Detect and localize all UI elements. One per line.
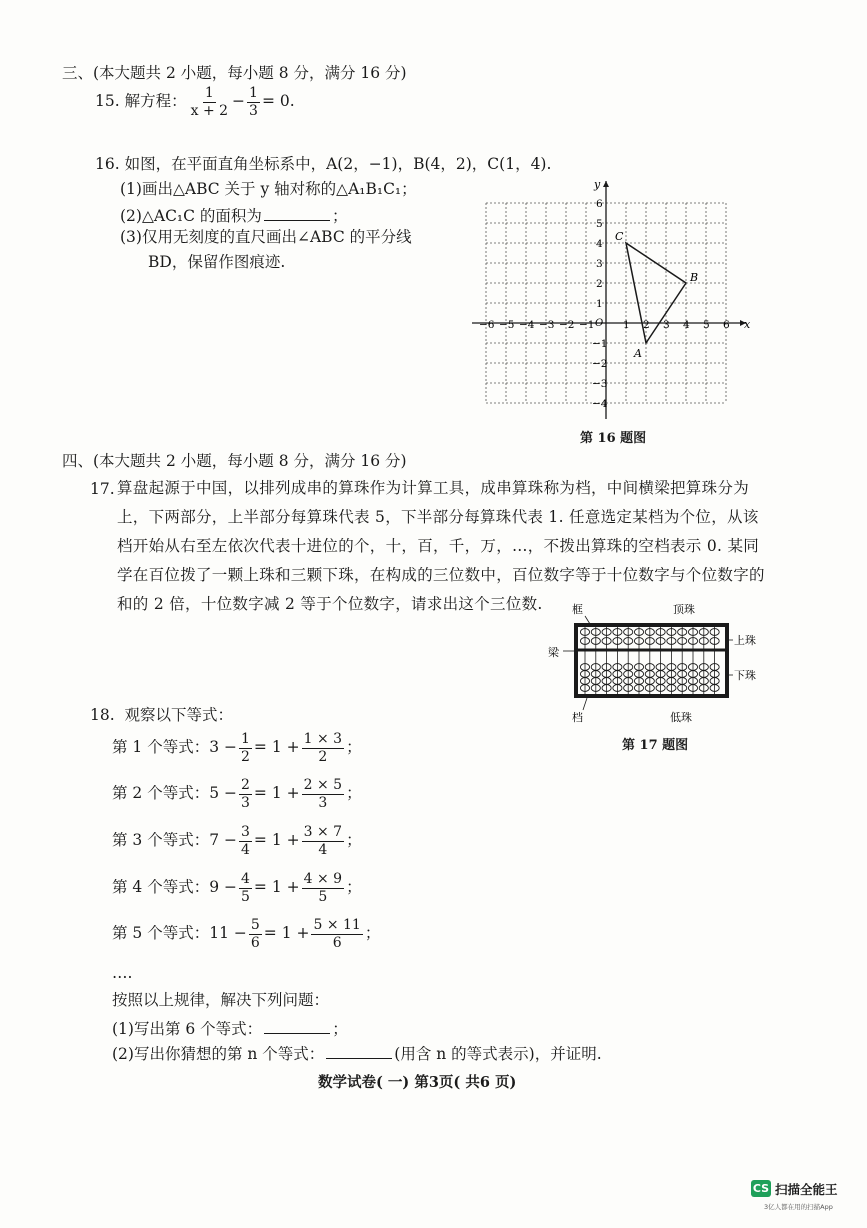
x-tick-label: 1 — [623, 319, 630, 331]
equation-mid: = 1 + — [253, 738, 300, 757]
q15-minus: − — [232, 92, 246, 111]
fraction-denominator: 3 — [249, 102, 258, 119]
fraction-denominator: 3 — [318, 794, 328, 811]
equation-fraction-left — [239, 778, 252, 810]
equation-end: ； — [364, 924, 381, 943]
fraction-denominator: 6 — [332, 934, 342, 951]
fraction-denominator: 3 — [241, 794, 250, 811]
y-tick-label: 5 — [596, 218, 603, 230]
x-tick-label: 2 — [643, 319, 650, 331]
section4-heading: 四、(本大题共 2 小题，每小题 8 分，满分 16 分) — [62, 452, 407, 470]
q18-intro-line — [90, 708, 233, 724]
equation-prefix: 第 3 个等式：7 − — [112, 831, 237, 850]
equation-fraction-right — [302, 872, 344, 904]
equation-prefix: 第 2 个等式：5 − — [112, 784, 237, 803]
x-tick-label: 3 — [663, 319, 670, 331]
equation-fraction-right — [302, 732, 344, 764]
q18-part2 — [112, 1044, 602, 1063]
point-label-c: C — [615, 230, 624, 243]
equation-end: ； — [346, 784, 362, 803]
x-tick-label: −6 — [479, 319, 495, 331]
fraction-numerator: 4 × 9 — [303, 871, 343, 887]
equation-prefix: 第 1 个等式：3 − — [112, 738, 237, 757]
q16-part2-end: ； — [331, 207, 348, 225]
origin-label: O — [595, 318, 604, 329]
fraction-numerator: 2 × 5 — [303, 777, 343, 793]
figure17-caption: 第 17 题图 — [622, 738, 689, 753]
fraction-numerator: 1 — [204, 85, 214, 101]
x-tick-label: 4 — [683, 319, 690, 331]
section3-heading: 三、(本大题共 2 小题，每小题 8 分，满分 16 分) — [62, 64, 407, 82]
q15-tail: = 0. — [261, 92, 295, 111]
q16-part2-text: (2)△AC₁C 的面积为 — [120, 207, 262, 225]
y-axis-arrow-icon — [603, 181, 609, 187]
page-footer: 数学试卷( 一) 第3页( 共6 页) — [318, 1074, 517, 1091]
q16-intro: 如图，在平面直角坐标系中，A(2，−1)，B(4，2)，C(1，4). — [124, 155, 552, 173]
abacus-label-lower: 下珠 — [734, 669, 756, 682]
equation-row — [112, 778, 362, 810]
equation-mid: = 1 + — [263, 924, 310, 943]
abacus-label-frame: 框 — [572, 603, 583, 616]
fraction-denominator: 4 — [318, 841, 328, 858]
q16-part3-cont: BD，保留作图痕迹. — [148, 253, 286, 271]
y-tick-label: 2 — [596, 278, 603, 290]
x-tick-label: −1 — [579, 319, 595, 331]
q18-instruction: 按照以上规律，解决下列问题： — [112, 991, 330, 1009]
scanner-app-name: 扫描全能王 — [775, 1182, 838, 1197]
fraction-denominator: 2 — [318, 748, 328, 765]
q16-intro-line — [95, 157, 551, 173]
fraction-numerator: 5 × 11 — [313, 917, 361, 933]
q18-intro: 观察以下等式： — [124, 706, 234, 724]
y-tick-label: 1 — [596, 298, 603, 310]
equation-mid: = 1 + — [253, 784, 300, 803]
x-tick-label: −4 — [519, 319, 535, 331]
q17-text: 算盘起源于中国，以排列成串的算珠作为计算工具，成串算珠称为档，中间横梁把算珠分为上，下两部分，上半部分每算珠代表 5，下半部分每算珠代表 1. 任意选定某档为个位，从该档开始从右至左依次代表十进位的个，十，百，千，万，…，不拨出算珠的空档表示 0. 某同学在百位拨了一颗上珠和三颗下珠，在构成的三位数中，百位数字等于十位数字与个位数字的和的 2 倍，十位数字减 2 等于个位数字，请求出这个三位数. — [117, 479, 765, 613]
tick-labels — [479, 178, 751, 410]
coordinate-grid-figure — [470, 175, 760, 420]
abacus-label-beam: 梁 — [548, 646, 559, 659]
point-label-a: A — [634, 347, 642, 360]
fraction-denominator: x + 2 — [190, 102, 229, 119]
equation-fraction-right — [311, 918, 362, 950]
q18-part2-text: (2)写出你猜想的第 n 个等式： — [112, 1045, 325, 1063]
scanner-app-tagline: 3亿人都在用的扫描App — [764, 1203, 833, 1211]
x-tick-label: −2 — [559, 319, 575, 331]
point-label-b: B — [690, 271, 699, 284]
equation-prefix: 第 4 个等式：9 − — [112, 878, 237, 897]
fraction-numerator: 1 — [241, 731, 250, 747]
equation-row — [112, 825, 362, 857]
fraction-denominator: 5 — [318, 888, 328, 905]
y-tick-label: 4 — [596, 238, 603, 250]
q18-part2-end: (用含 n 的等式表示)，并证明. — [394, 1045, 602, 1063]
y-tick-label: −1 — [592, 338, 608, 350]
fraction-numerator: 4 — [241, 871, 250, 887]
equation-fraction-left — [249, 918, 262, 950]
triangle-abc-edges — [626, 243, 686, 343]
equation-row — [112, 918, 380, 950]
fraction-denominator: 6 — [250, 934, 260, 951]
q16-part3: (3)仅用无刻度的直尺画出∠ABC 的平分线 — [120, 228, 412, 246]
x-tick-label: −3 — [539, 319, 555, 331]
equation-end: ； — [346, 831, 362, 850]
q18-part1 — [112, 1019, 348, 1038]
q16-number: 16. — [95, 155, 120, 173]
equation-fraction-left — [239, 825, 252, 857]
equation-fraction-left — [239, 872, 252, 904]
x-tick-label: −5 — [499, 319, 515, 331]
y-tick-label: −2 — [592, 358, 608, 370]
q18-part1-text: (1)写出第 6 个等式： — [112, 1020, 263, 1038]
x-tick-label: 5 — [703, 319, 710, 331]
answer-blank — [264, 206, 330, 221]
fraction-denominator: 5 — [241, 888, 250, 905]
fraction-numerator: 1 — [249, 85, 258, 101]
q15-number: 15. — [95, 92, 120, 111]
y-tick-label: 6 — [596, 198, 603, 210]
equation-end: ； — [346, 738, 362, 757]
answer-blank — [264, 1019, 330, 1034]
y-tick-label: 3 — [596, 258, 603, 270]
x-axis-label: x — [744, 318, 751, 331]
fraction-denominator: 4 — [241, 841, 250, 858]
equation-fraction-right — [302, 778, 344, 810]
q15-fraction-2 — [247, 86, 260, 118]
scanner-logo-icon: CS — [752, 1182, 770, 1195]
q16-part2 — [120, 206, 347, 225]
equation-end: ； — [346, 878, 362, 897]
axes — [472, 181, 746, 419]
fraction-numerator: 5 — [250, 917, 260, 933]
answer-blank — [326, 1044, 392, 1059]
figure16-caption: 第 16 题图 — [580, 431, 647, 446]
fraction-numerator: 1 × 3 — [303, 731, 343, 747]
q15 — [95, 86, 295, 118]
q18-ellipsis: …. — [112, 964, 133, 982]
abacus-label-upper: 上珠 — [734, 634, 756, 647]
y-tick-label: −3 — [592, 378, 608, 390]
equation-mid: = 1 + — [253, 831, 300, 850]
fraction-denominator: 2 — [241, 748, 250, 765]
abacus-rods — [580, 627, 719, 694]
q17-number: 17. — [90, 480, 115, 498]
q18-part1-end: ； — [332, 1020, 348, 1038]
abacus-label-rod: 档 — [572, 711, 583, 724]
fraction-numerator: 3 — [241, 824, 250, 840]
q16-part1: (1)画出△ABC 关于 y 轴对称的△A₁B₁C₁； — [120, 180, 417, 198]
q15-text: 解方程： — [124, 92, 187, 111]
fraction-numerator: 2 — [241, 777, 250, 793]
fraction-numerator: 3 × 7 — [303, 824, 343, 840]
abacus-label-bottom-bead: 低珠 — [670, 711, 692, 724]
equation-row — [112, 872, 362, 904]
y-tick-label: −4 — [592, 398, 608, 410]
q15-fraction-1 — [189, 86, 230, 118]
equation-mid: = 1 + — [253, 878, 300, 897]
q18-number: 18. — [90, 706, 115, 724]
abacus-label-top-bead: 顶珠 — [673, 603, 695, 616]
y-axis-label: y — [594, 178, 601, 191]
equation-fraction-right — [302, 825, 344, 857]
equation-prefix: 第 5 个等式：11 − — [112, 924, 247, 943]
abacus-figure — [545, 600, 770, 750]
x-tick-label: 6 — [723, 319, 730, 331]
equation-row — [112, 732, 362, 764]
equation-fraction-left — [239, 732, 252, 764]
